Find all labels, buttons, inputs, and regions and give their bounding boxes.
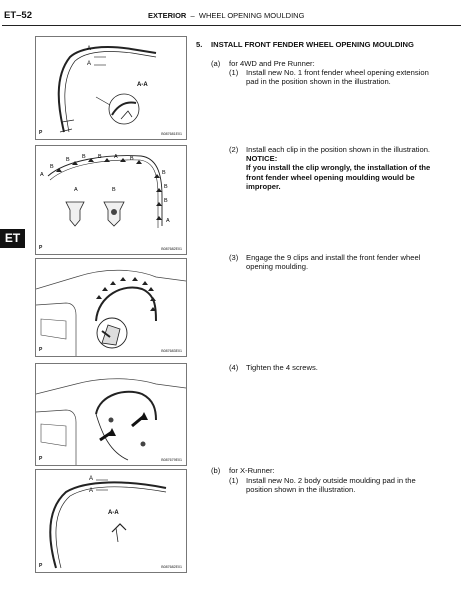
step-a3-text: Engage the 9 clips and install the front fender wheel opening moulding. [246,253,421,272]
step-a1-text: Install new No. 1 front fender wheel opening extension pad in the position shown in the illustration. [246,68,429,87]
sub-a-label: (a) [211,59,221,68]
step-title: INSTALL FRONT FENDER WHEEL OPENING MOULDING [211,40,414,49]
step-number: 5. [196,40,203,49]
figure-2-clip-positions [35,145,187,255]
figure-4-drawing [36,364,186,465]
step-b1-text: Install new No. 2 body outside moulding pad in the position shown in the illustration. [246,476,416,495]
fig2-clip-label-b: B [112,187,116,193]
figure-5-p-mark: P [39,563,43,569]
step-a2-body [246,145,442,191]
fig2-label-a-top: A [114,154,118,160]
fig1-section-label: A-A [137,82,148,88]
page-id: ET–52 [4,10,32,21]
figure-3-p-mark: P [39,347,43,353]
fig2-label-b3: B [82,154,86,160]
figure-2-code: B087682E01 [161,247,182,251]
figure-4-p-mark: P [39,456,43,462]
fig5-section-label: A-A [108,510,119,516]
subsection-name: WHEEL OPENING MOULDING [198,11,305,20]
section-separator: – [190,11,195,20]
step-a4-num: (4) [229,363,239,372]
sub-a-text: for 4WD and Pre Runner: [229,59,315,68]
figure-5-code: B087682E01 [161,565,182,569]
figure-1-extension-pad [35,36,187,140]
figure-1-code: B087681E01 [161,132,182,136]
fig1-label-a2: A [87,61,92,67]
page-section-title [148,11,304,20]
fig5-label-a1: A [89,476,94,482]
step-a3-num: (3) [229,253,239,262]
figure-3-code: B087683E01 [161,349,182,353]
header-divider [2,25,461,26]
figure-3-engage-clips [35,258,187,357]
fig2-label-b8: B [164,198,168,204]
step-b1-num: (1) [229,476,239,485]
fig2-label-b6: B [162,170,166,176]
fig2-label-b1: B [50,164,54,170]
step-a4-text: Tighten the 4 screws. [246,363,318,372]
figure-5-xrunner-pad [35,469,187,573]
fig2-label-b2: B [66,157,70,163]
sub-b-label: (b) [211,466,221,475]
figure-4-tighten-screws [35,363,187,466]
fig2-label-b7: B [164,184,168,190]
sub-b-text: for X-Runner: [229,466,275,475]
fig2-label-a-right: A [166,218,170,224]
fig2-label-a-left: A [40,172,44,178]
notice-label: NOTICE: [246,154,278,164]
figure-4-code: B087679E01 [161,458,182,462]
notice-text: If you install the clip wrongly, the installation of the front fender wheel opening moulding would be improper. [246,163,431,191]
fig5-label-a2: A [89,488,94,494]
figure-2-p-mark: P [39,245,43,251]
figure-2-drawing [36,146,186,254]
fig2-label-b4: B [98,154,102,160]
section-tab[interactable]: ET [0,229,25,248]
step-a2-num: (2) [229,145,239,154]
step-a2-text: Install each clip in the position shown in the illustration. [246,145,431,154]
figure-5-drawing [36,470,186,572]
figure-3-drawing [36,259,186,356]
figure-1-p-mark: P [39,130,43,136]
section-name: EXTERIOR [148,11,187,20]
figure-1-drawing [36,37,186,139]
fig1-label-a1: A [87,46,92,52]
fig2-clip-label-a: A [74,187,78,193]
fig2-label-b5: B [130,156,134,162]
step-a1-num: (1) [229,68,239,77]
